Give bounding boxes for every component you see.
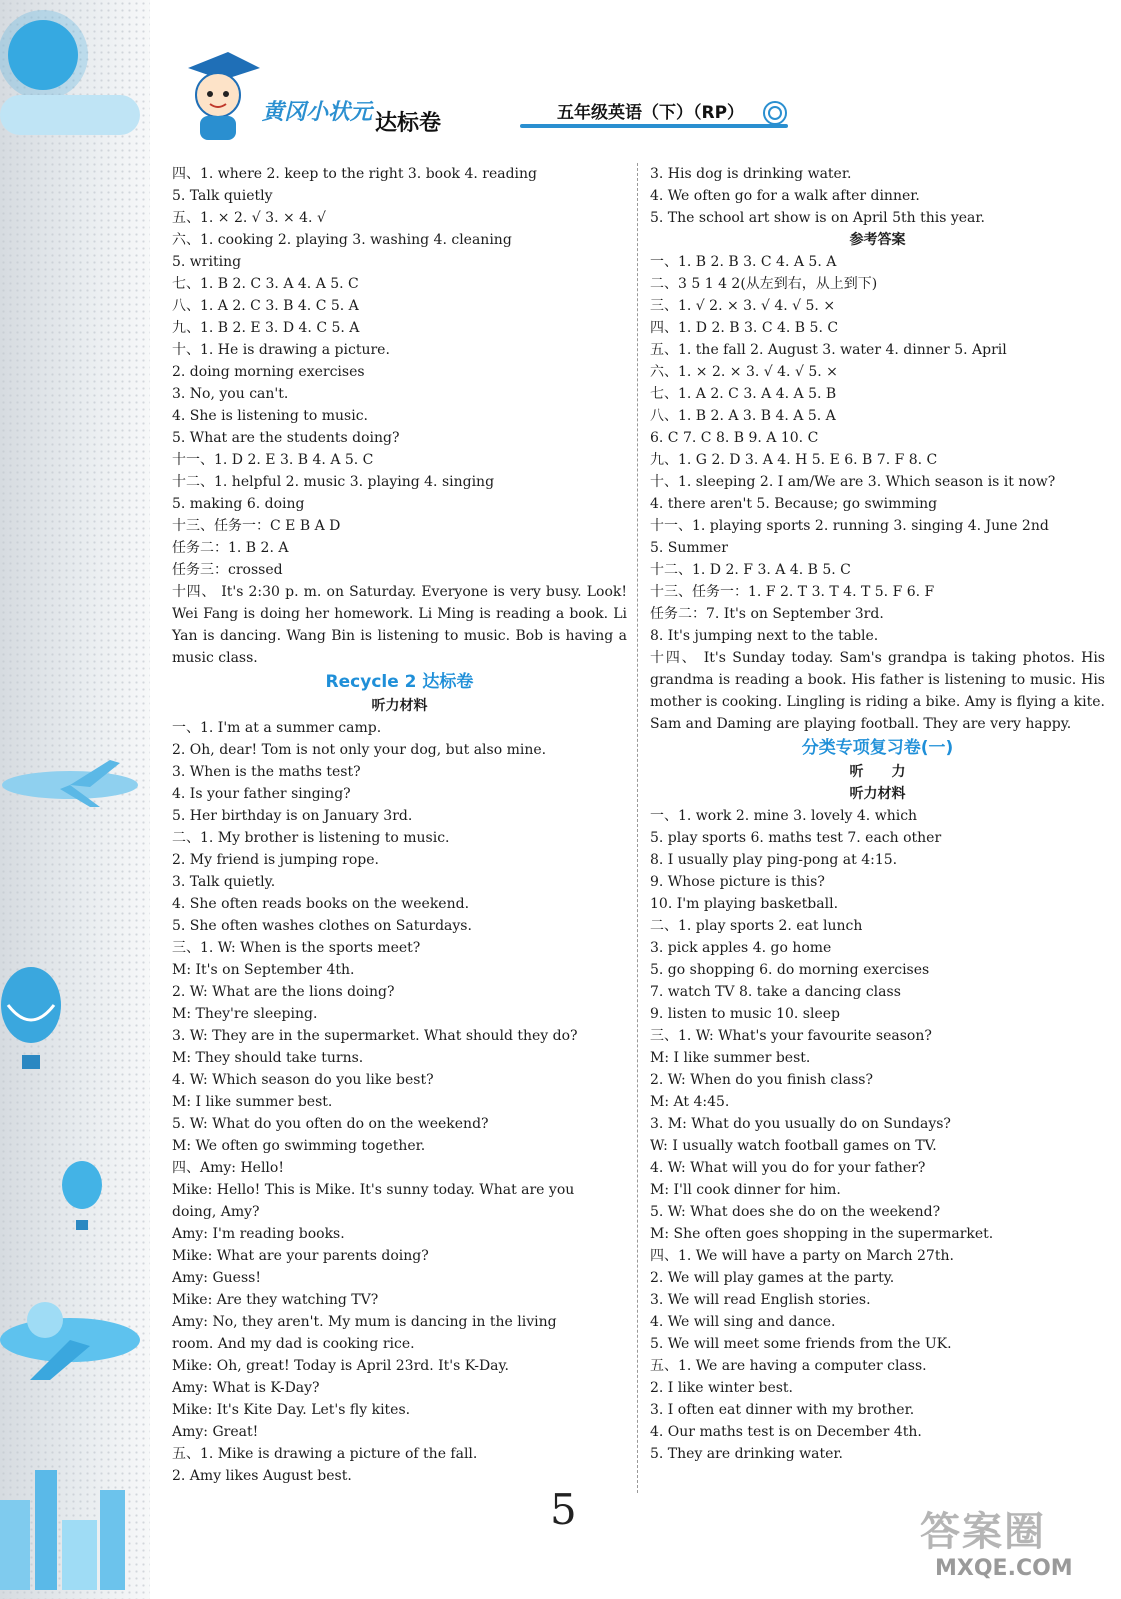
answer-line: 5. play sports 6. maths test 7. each other	[650, 830, 942, 846]
header-underline	[520, 124, 788, 128]
answer-line: 5. W: What do you often do on the weekend?	[172, 1116, 489, 1132]
answer-line: 5. They are drinking water.	[650, 1446, 843, 1462]
answer-line: 5. Her birthday is on January 3rd.	[172, 808, 413, 824]
answer-line: 3. When is the maths test?	[172, 764, 361, 780]
answer-line: 任务二：1. B 2. A	[172, 540, 289, 556]
answer-line: 9. Whose picture is this?	[650, 874, 825, 890]
answer-line: 5. The school art show is on April 5th this year.	[650, 210, 985, 226]
answer-line: Mike: Oh, great! Today is April 23rd. It's K-Day.	[172, 1358, 510, 1374]
answer-line: 5. making 6. doing	[172, 496, 305, 512]
answer-line: 10. I'm playing basketball.	[650, 896, 839, 912]
answer-line: 8. I usually play ping-pong at 4:15.	[650, 852, 898, 868]
answer-line: 二、1. play sports 2. eat lunch	[650, 918, 863, 934]
answer-line: 四、1. where 2. keep to the right 3. book 4. reading	[172, 166, 538, 182]
answer-line: 二、1. My brother is listening to music.	[172, 830, 450, 846]
answer-line: 4. We will sing and dance.	[650, 1314, 836, 1330]
answer-line: 任务三：crossed	[172, 562, 283, 578]
passage-text: 十四、 It's 2:30 p. m. on Saturday. Everyone is very busy. Look! Wei Fang is doing her homework. Li Ming is reading a book. Li Yan is dancing. Wang Bin is listening to music. Bob is having a music class.	[172, 584, 627, 666]
answer-line: Mike: It's Kite Day. Let's fly kites.	[172, 1402, 411, 1418]
answer-line: 一、1. work 2. mine 3. lovely 4. which	[650, 808, 918, 824]
answer-line: 3. pick apples 4. go home	[650, 940, 832, 956]
answer-line: 任务二：7. It's on September 3rd.	[650, 606, 884, 622]
answer-line: 十一、1. playing sports 2. running 3. singing 4. June 2nd	[650, 518, 1049, 534]
answer-line: 六、1. × 2. × 3. √ 4. √ 5. ×	[650, 364, 838, 380]
answer-line: Amy: Guess!	[172, 1270, 261, 1286]
subheading: 听力材料	[849, 786, 906, 802]
answer-line: 4. She is listening to music.	[172, 408, 368, 424]
answer-line: 5. We will meet some friends from the UK.	[650, 1336, 952, 1352]
answer-line: 5. What are the students doing?	[172, 430, 400, 446]
answer-line: 2. W: When do you finish class?	[650, 1072, 873, 1088]
answer-line: M: I'll cook dinner for him.	[650, 1182, 841, 1198]
answer-line: Amy: What is K-Day?	[172, 1380, 320, 1396]
answer-line: 2. Oh, dear! Tom is not only your dog, but also mine.	[172, 742, 547, 758]
answer-line: M: She often goes shopping in the supermarket.	[650, 1226, 994, 1242]
answer-line: 4. W: Which season do you like best?	[172, 1072, 434, 1088]
answer-line: 二、3 5 1 4 2(从左到右，从上到下)	[650, 276, 878, 292]
section-title: 分类专项复习卷(一)	[801, 738, 954, 758]
answer-line: 2. My friend is jumping rope.	[172, 852, 379, 868]
page-number: 5	[550, 1485, 577, 1534]
answer-line: W: I usually watch football games on TV.	[650, 1138, 937, 1154]
answer-line: 四、1. We will have a party on March 27th.	[650, 1248, 954, 1264]
mascot-boy-icon	[168, 50, 263, 145]
watermark-url: MXQE.COM	[935, 1556, 1073, 1581]
answer-line: 4. Is your father singing?	[172, 786, 351, 802]
answer-line: 四、1. D 2. B 3. C 4. B 5. C	[650, 320, 839, 336]
answer-line: 4. W: What will you do for your father?	[650, 1160, 926, 1176]
answer-line: 五、1. Mike is drawing a picture of the fall.	[172, 1446, 478, 1462]
answer-line: 2. We will play games at the party.	[650, 1270, 895, 1286]
answer-line: 十二、1. D 2. F 3. A 4. B 5. C	[650, 562, 851, 578]
answer-line: 七、1. A 2. C 3. A 4. A 5. B	[650, 386, 837, 402]
answer-line: 2. doing morning exercises	[172, 364, 365, 380]
right-answer-column	[650, 163, 1105, 1465]
answer-line: 一、1. I'm at a summer camp.	[172, 720, 382, 736]
answer-line: 十三、任务一：1. F 2. T 3. T 4. T 5. F 6. F	[650, 584, 935, 600]
answer-line: 5. She often washes clothes on Saturdays.	[172, 918, 472, 934]
answer-line: 五、1. × 2. √ 3. × 4. √	[172, 210, 326, 226]
answer-line: 八、1. B 2. A 3. B 4. A 5. A	[650, 408, 836, 424]
cartoon-airplane-icon	[0, 1280, 145, 1390]
answer-line: 3. M: What do you usually do on Sundays?	[650, 1116, 951, 1132]
answer-line: 九、1. G 2. D 3. A 4. H 5. E 6. B 7. F 8. C	[650, 452, 938, 468]
answer-line: Mike: What are your parents doing?	[172, 1248, 429, 1264]
answer-line: 3. His dog is drinking water.	[650, 166, 852, 182]
answer-line: Amy: I'm reading books.	[172, 1226, 345, 1242]
answer-line: 三、1. √ 2. × 3. √ 4. √ 5. ×	[650, 298, 836, 314]
answer-line: 十二、1. helpful 2. music 3. playing 4. singing	[172, 474, 495, 490]
answer-line: 七、1. B 2. C 3. A 4. A 5. C	[172, 276, 359, 292]
answer-line: 四、Amy: Hello!	[172, 1160, 284, 1176]
left-answer-column	[172, 163, 627, 1487]
answer-line: 3. W: They are in the supermarket. What should they do?	[172, 1028, 578, 1044]
subheading: 参考答案	[849, 232, 906, 248]
column-divider	[637, 163, 639, 1493]
answer-line: 4. Our maths test is on December 4th.	[650, 1424, 922, 1440]
answer-line: M: It's on September 4th.	[172, 962, 355, 978]
answer-line: 2. I like winter best.	[650, 1380, 794, 1396]
city-skyline-icon	[0, 1440, 145, 1590]
answer-line: 三、1. W: When is the sports meet?	[172, 940, 421, 956]
answer-line: Mike: Are they watching TV?	[172, 1292, 379, 1308]
answer-line: doing, Amy?	[172, 1204, 260, 1220]
passage-text: 十四、 It's Sunday today. Sam's grandpa is taking photos. His grandma is reading a book. His father is listening to music. His mother is cooking. Lingling is riding a bike. Amy is flying a kite. Sam and Daming are playing football. They are very happy.	[650, 650, 1105, 732]
answer-line: 5. writing	[172, 254, 242, 270]
answer-line: 十、1. sleeping 2. I am/We are 3. Which season is it now?	[650, 474, 1056, 490]
answer-line: 5. W: What does she do on the weekend?	[650, 1204, 941, 1220]
hot-air-balloon-icon	[60, 1160, 105, 1235]
airplane-icon	[0, 755, 140, 810]
subject-title: 五年级英语（下）（RP）	[557, 103, 745, 123]
answer-line: 一、1. B 2. B 3. C 4. A 5. A	[650, 254, 837, 270]
answer-line: Amy: No, they aren't. My mum is dancing in the living	[172, 1314, 557, 1330]
answer-line: 5. go shopping 6. do morning exercises	[650, 962, 930, 978]
watermark: 答案圈	[920, 1509, 1046, 1555]
section-title: Recycle 2 达标卷	[325, 672, 474, 692]
answer-line: 6. C 7. C 8. B 9. A 10. C	[650, 430, 819, 446]
cloud-icon	[0, 95, 140, 135]
answer-line: Amy: Great!	[172, 1424, 259, 1440]
answer-line: 2. W: What are the lions doing?	[172, 984, 395, 1000]
answer-line: 十三、任务一：C E B A D	[172, 518, 341, 534]
answer-line: M: They're sleeping.	[172, 1006, 318, 1022]
answer-line: 4. We often go for a walk after dinner.	[650, 188, 920, 204]
swirl-icon	[762, 100, 788, 126]
answer-line: 九、1. B 2. E 3. D 4. C 5. A	[172, 320, 360, 336]
answer-line: 4. She often reads books on the weekend.	[172, 896, 470, 912]
brand-logo-text: 黄冈小状元	[262, 100, 373, 125]
answer-line: 3. Talk quietly.	[172, 874, 276, 890]
answer-line: 2. Amy likes August best.	[172, 1468, 352, 1484]
answer-line: 五、1. We are having a computer class.	[650, 1358, 927, 1374]
answer-line: 3. I often eat dinner with my brother.	[650, 1402, 915, 1418]
answer-line: 十、1. He is drawing a picture.	[172, 342, 390, 358]
answer-line: M: They should take turns.	[172, 1050, 364, 1066]
answer-line: 六、1. cooking 2. playing 3. washing 4. cleaning	[172, 232, 512, 248]
sun-icon	[8, 20, 78, 90]
answer-line: room. And my dad is cooking rice.	[172, 1336, 415, 1352]
answer-line: 五、1. the fall 2. August 3. water 4. dinner 5. April	[650, 342, 1007, 358]
answer-line: 八、1. A 2. C 3. B 4. C 5. A	[172, 298, 359, 314]
answer-line: 5. Talk quietly	[172, 188, 273, 204]
subheading: 听 力	[849, 764, 906, 780]
answer-line: 9. listen to music 10. sleep	[650, 1006, 840, 1022]
answer-line: Mike: Hello! This is Mike. It's sunny today. What are you	[172, 1182, 575, 1198]
answer-line: 3. No, you can't.	[172, 386, 289, 402]
answer-line: 4. there aren't 5. Because; go swimming	[650, 496, 938, 512]
answer-line: 三、1. W: What's your favourite season?	[650, 1028, 932, 1044]
answer-line: 3. We will read English stories.	[650, 1292, 871, 1308]
answer-line: M: I like summer best.	[172, 1094, 333, 1110]
answer-line: 8. It's jumping next to the table.	[650, 628, 879, 644]
answer-line: 十一、1. D 2. E 3. B 4. A 5. C	[172, 452, 374, 468]
answer-line: M: At 4:45.	[650, 1094, 730, 1110]
answer-line: M: We often go swimming together.	[172, 1138, 426, 1154]
answer-line: 5. Summer	[650, 540, 728, 556]
answer-line: 7. watch TV 8. take a dancing class	[650, 984, 901, 1000]
subheading: 听力材料	[371, 698, 428, 714]
answer-line: M: I like summer best.	[650, 1050, 811, 1066]
hot-air-balloon-icon	[0, 965, 62, 1075]
brand-suffix: 达标卷	[375, 111, 442, 136]
